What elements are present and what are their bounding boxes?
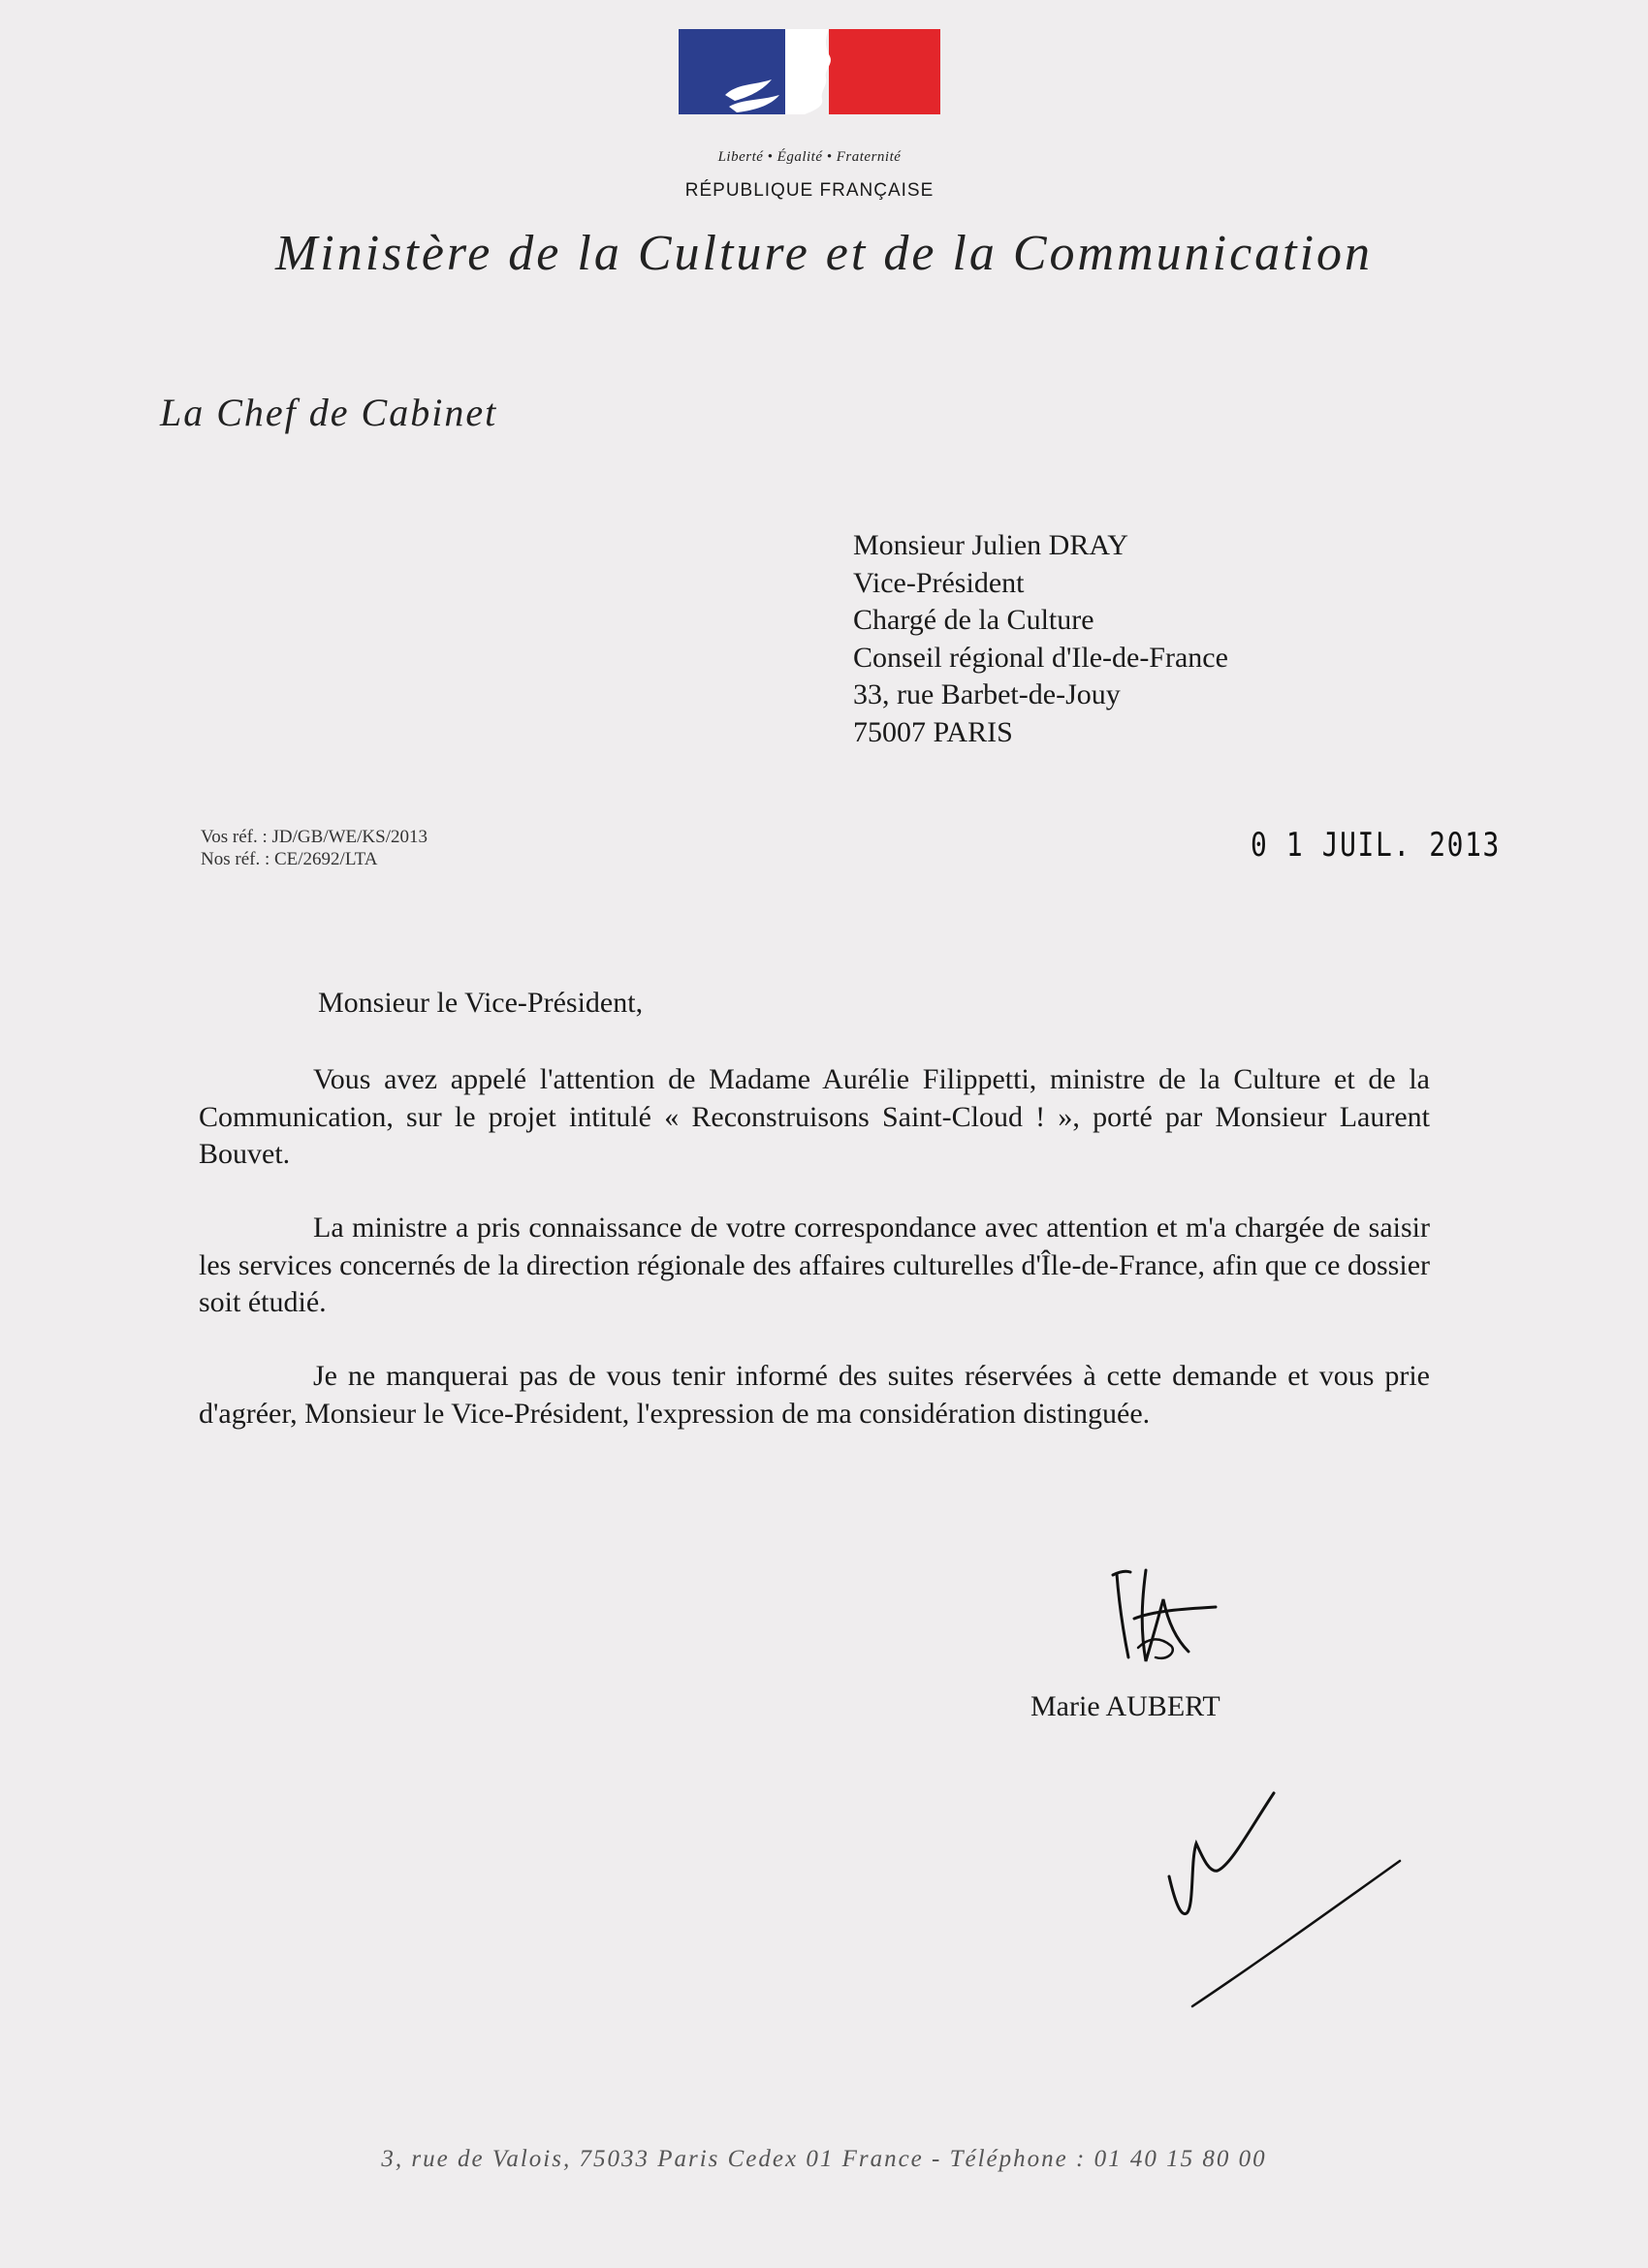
office-title: La Chef de Cabinet	[160, 391, 498, 434]
republique-francaise-logo	[669, 27, 940, 201]
republic-name: RÉPUBLIQUE FRANÇAISE	[684, 180, 935, 201]
signatory-name: Marie AUBERT	[1030, 1690, 1220, 1722]
date-stamp: 0 1 JUIL. 2013	[1251, 826, 1501, 865]
recipient-line: 75007 PARIS	[853, 715, 1013, 748]
recipient-line: Chargé de la Culture	[853, 604, 1094, 636]
recipient-line: Conseil régional d'Ile-de-France	[853, 641, 1228, 674]
handwritten-signature	[1095, 1560, 1231, 1677]
initials-signature	[1154, 1783, 1415, 2016]
body-paragraph: Je ne manquerai pas de vous tenir informé des suites réservées à cette demande et vous prie d'agréer, Monsieur le Vice-Président, l'expression de ma considération distinguée.	[199, 1360, 1430, 1430]
recipient-line: Monsieur Julien DRAY	[853, 529, 1128, 561]
footer-address: 3, rue de Valois, 75033 Paris Cedex 01 France - Téléphone : 01 40 15 80 00	[381, 2146, 1267, 2172]
body-paragraph: Vous avez appelé l'attention de Madame Aurélie Filippetti, ministre de la Culture et de la Communication, sur le projet intitulé « Reconstruisons Saint-Cloud ! », porté par Monsieur Laurent Bouvet.	[199, 1063, 1430, 1170]
vos-reference: Vos réf. : JD/GB/WE/KS/2013	[201, 827, 428, 847]
recipient-line: 33, rue Barbet-de-Jouy	[853, 678, 1121, 710]
nos-reference: Nos réf. : CE/2692/LTA	[201, 849, 378, 869]
marianne-flag-icon	[679, 27, 940, 148]
recipient-address	[853, 527, 1228, 751]
ministry-title: Ministère de la Culture et de la Communication	[274, 226, 1374, 281]
reference-block	[201, 826, 428, 870]
body-paragraph: La ministre a pris connaissance de votre correspondance avec attention et m'a chargée de saisir les services concernés de la direction régionale des affaires culturelles d'Île-de-France, afin que ce dossier soit étudié.	[199, 1212, 1430, 1318]
recipient-line: Vice-Président	[853, 566, 1025, 599]
salutation: Monsieur le Vice-Président,	[318, 987, 644, 1019]
republic-motto: Liberté • Égalité • Fraternité	[717, 149, 902, 165]
